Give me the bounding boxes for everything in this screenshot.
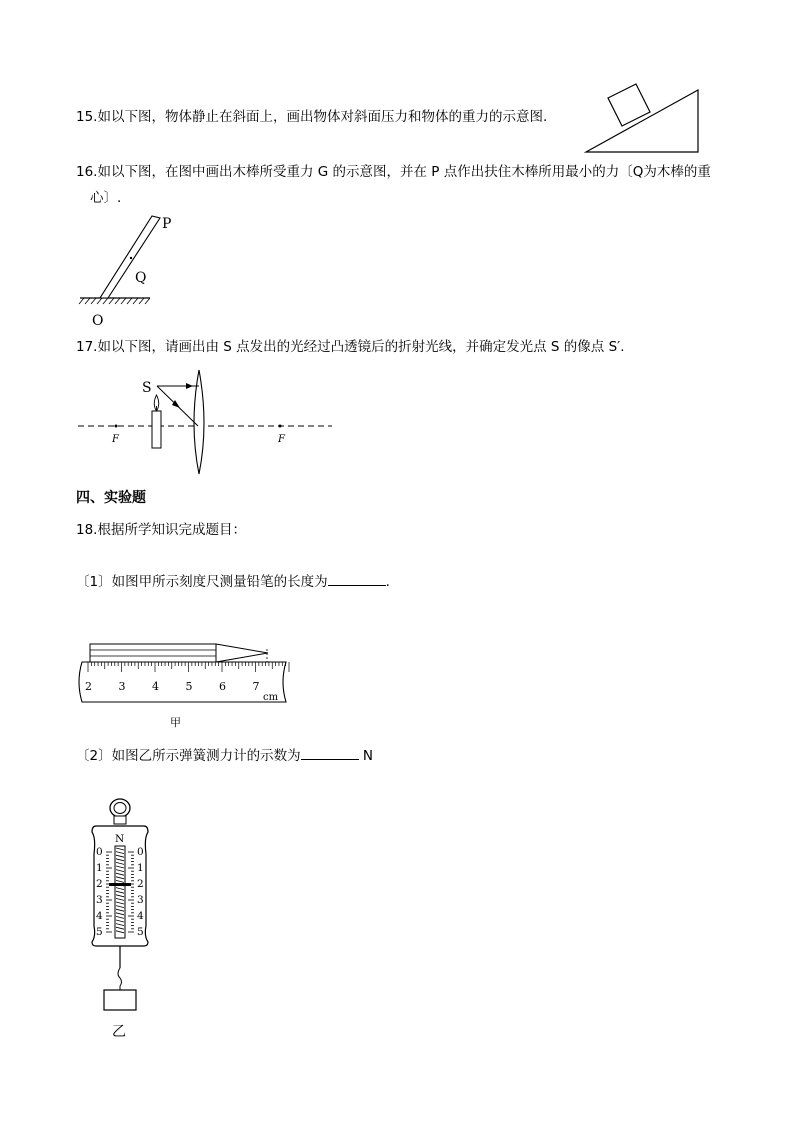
- fig-caption-yi: 乙: [112, 1024, 126, 1040]
- scale-left-1: 1: [96, 862, 103, 874]
- ruler-unit: cm: [263, 692, 279, 703]
- scale-left-4: 4: [96, 910, 103, 922]
- candle: [152, 411, 161, 448]
- label-s: S: [142, 380, 152, 396]
- wooden-stick: [100, 216, 160, 298]
- scale-right-2: 2: [137, 878, 144, 890]
- scale-left-2: 2: [96, 878, 103, 890]
- label-p: P: [162, 216, 172, 232]
- scale-unit: N: [115, 833, 125, 845]
- section-title: 四、实验题: [76, 490, 146, 506]
- scale-left-3: 3: [96, 894, 103, 906]
- ray-parallel-arrow: [186, 383, 193, 389]
- ruler-tick-7: 7: [252, 680, 260, 693]
- ruler-figure: [74, 638, 296, 730]
- ruler-tick-3: 3: [118, 680, 126, 693]
- q16-text-line2: 心〕.: [90, 190, 122, 206]
- focal-point-right: [279, 425, 282, 428]
- scale-right-4: 4: [137, 910, 144, 922]
- q18-part1-text: 〔1〕如图甲所示刻度尺测量铅笔的长度为: [76, 574, 328, 590]
- q16-text-line1: 16.如以下图，在图中画出木棒所受重力 G 的示意图，并在 P 点作出扶住木棒所用最小的力〔Q为木棒的重: [76, 164, 711, 180]
- answer-blank-2[interactable]: [301, 745, 359, 760]
- q18-part1: [76, 571, 390, 591]
- answer-blank-1[interactable]: [328, 571, 386, 586]
- scale-hook: [118, 968, 122, 986]
- incline-figure: [582, 82, 702, 156]
- ground-hatching: [79, 298, 150, 304]
- q18-part2-text: 〔2〕如图乙所示弹簧测力计的示数为: [76, 748, 301, 764]
- scale-right-1: 1: [137, 862, 144, 874]
- label-q: Q: [135, 270, 147, 286]
- ruler-tick-2: 2: [85, 680, 92, 693]
- q18-part2-unit: N: [362, 748, 373, 764]
- pencil-body: [90, 644, 216, 662]
- stick-figure: [76, 212, 186, 330]
- label-o: O: [92, 313, 104, 329]
- scale-pointer: [109, 883, 131, 886]
- q18-part1-end: .: [385, 574, 390, 590]
- q18-intro: 18.根据所学知识完成题目：: [76, 522, 246, 538]
- ruler-tick-4: 4: [152, 680, 159, 693]
- scale-right-5: 5: [137, 926, 144, 938]
- scale-left-5: 5: [96, 926, 103, 938]
- label-f-left: F: [112, 434, 119, 445]
- lens-figure: [76, 364, 336, 476]
- ruler-tick-6: 6: [219, 680, 226, 693]
- scale-right-0: 0: [137, 846, 144, 858]
- fig-caption-jia: 甲: [170, 716, 181, 729]
- ruler-tick-5: 5: [185, 680, 193, 693]
- hanging-weight: [104, 990, 136, 1010]
- q15-text: 15.如以下图，物体静止在斜面上，画出物体对斜面压力和物体的重力的示意图.: [76, 109, 548, 125]
- scale-right-3: 3: [137, 894, 144, 906]
- spring-scale-figure: [86, 796, 158, 1042]
- q17-text: 17.如以下图，请画出由 S 点发出的光经过凸透镜后的折射光线，并确定发光点 S 的像点 S′.: [76, 339, 625, 355]
- scale-left-0: 0: [96, 846, 103, 858]
- center-of-gravity-dot: [130, 257, 132, 259]
- label-f-right: F: [278, 434, 285, 445]
- focal-point-left: [115, 425, 118, 428]
- q18-part2: [76, 745, 373, 765]
- pencil-tip: [216, 644, 268, 662]
